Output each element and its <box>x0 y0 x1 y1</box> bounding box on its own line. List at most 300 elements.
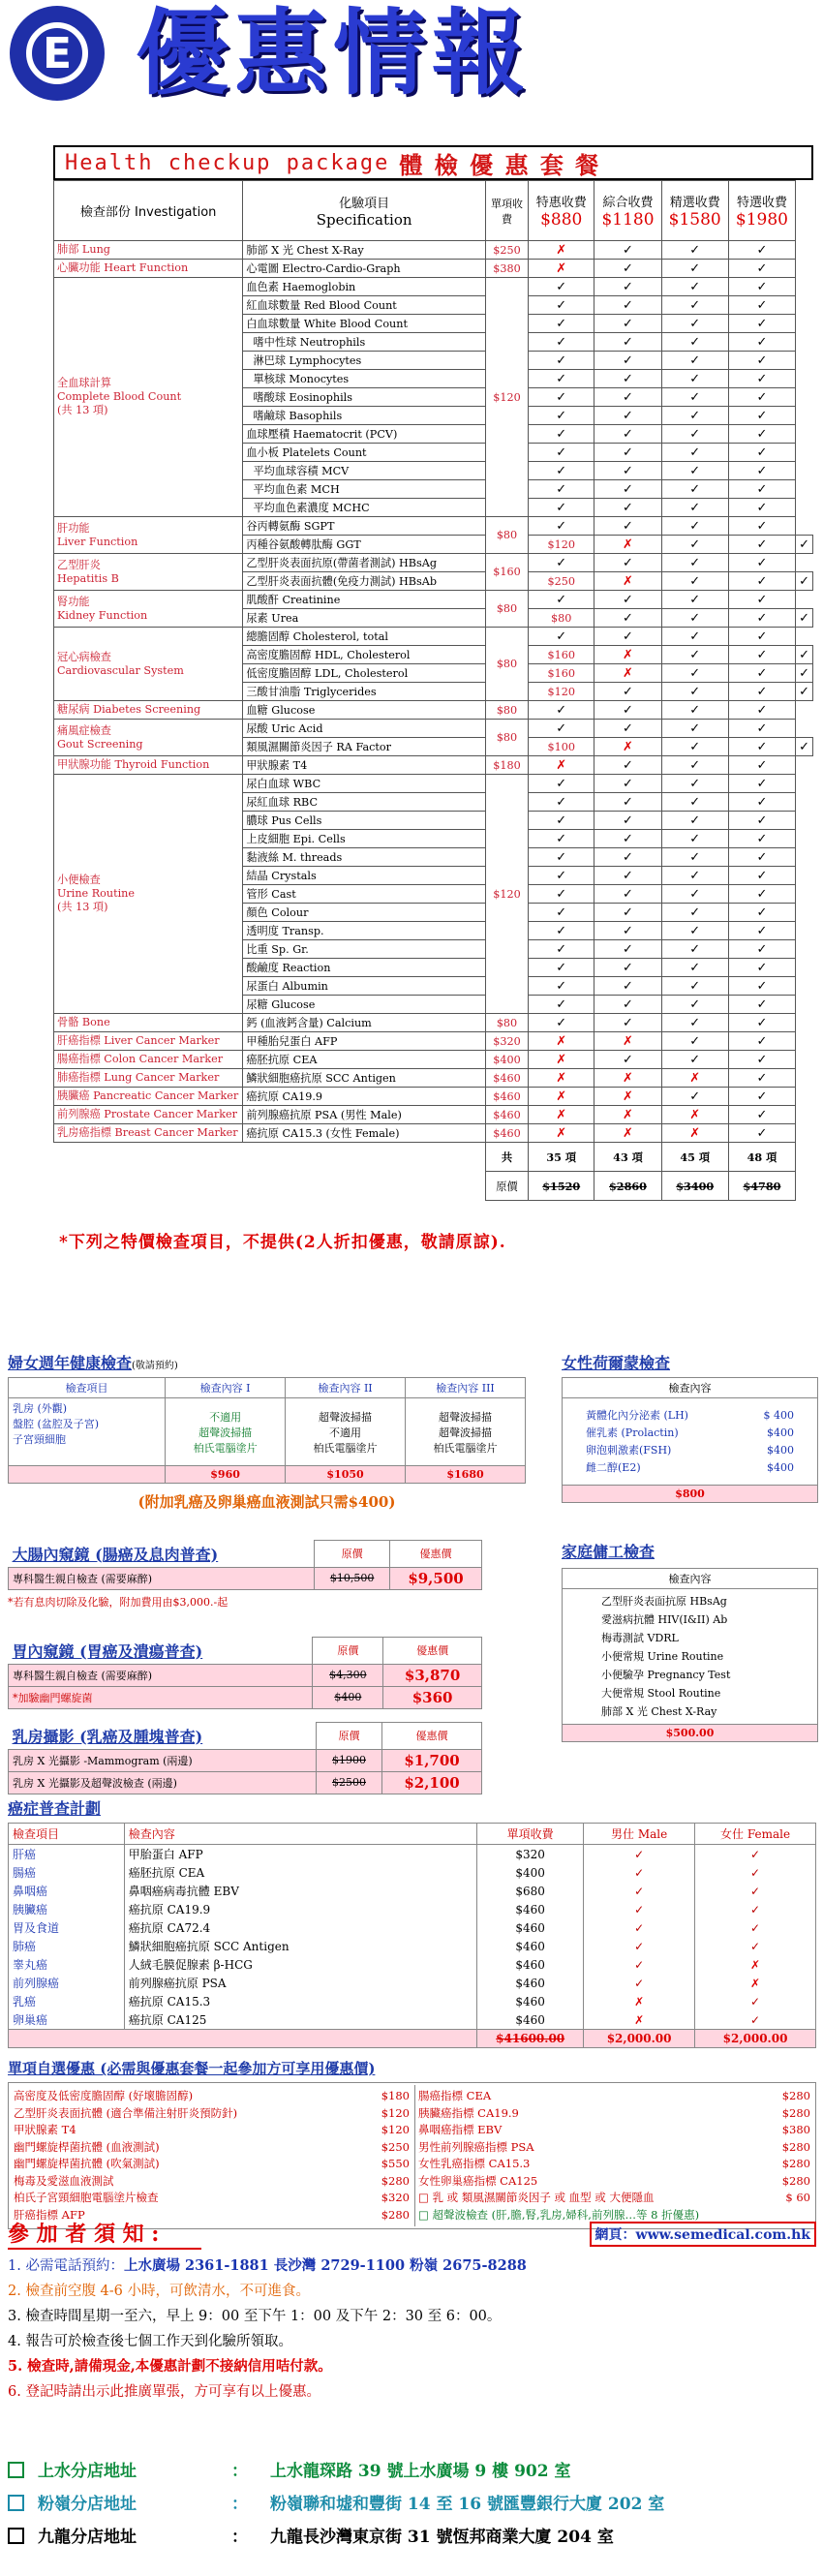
package-spec: 血球壓積 Haematocrit (PCV) <box>243 425 486 444</box>
package-spec: 乙型肝炎表面抗體(免疫力測試) HBsAb <box>243 572 486 591</box>
cross-icon: ✗ <box>594 572 661 591</box>
package-spec: 膿球 Pus Cells <box>243 812 486 830</box>
package-table <box>53 180 813 1201</box>
branch-address: 粉嶺分店地址 ： 粉嶺聯和墟和豐街 14 至 16 號匯豐銀行大廈 202 室 <box>8 2488 816 2521</box>
gastroscopy: 胃內窺鏡 (胃癌及潰瘍普查) 原價 優惠價 專科醫生親自檢查 (需要麻醉) $4,300 $3,870 *加驗幽門螺旋菌 $400 $360 <box>8 1637 482 1709</box>
check-icon: ✓ <box>529 848 594 867</box>
unit-price: $80 <box>485 720 528 756</box>
package-spec: 肌酸酐 Creatinine <box>243 591 486 609</box>
check-icon: ✓ <box>594 260 661 278</box>
check-icon: ✓ <box>594 370 661 388</box>
package-header-row: 檢查部份 Investigation 化驗項目 Specification 單項收費 特惠收費 $880 綜合收費 $1180 精選收費 $1580 特選收費 $1980 <box>54 181 813 241</box>
package-spec: 嗜鹼球 Basophils <box>243 407 486 425</box>
package-row <box>54 554 813 572</box>
women-table: 檢查項目 檢查內容 I 檢查內容 II 檢查內容 III 乳房 (外觀) 盤腔 (盆腔及子宮) 子宮頸細胞 不適用 超聲波掃描 柏氏電腦塗片 超聲波掃描 不適用 柏氏電腦塗片 超聲波掃描 超聲波掃描 柏氏電腦塗片 $960 $1050 $1680 <box>8 1377 526 1484</box>
check-icon: ✓ <box>796 664 813 683</box>
check-icon: ✓ <box>728 333 795 352</box>
check-icon: ✓ <box>728 775 795 793</box>
check-icon: ✓ <box>728 848 795 867</box>
cross-icon: ✗ <box>661 1106 728 1124</box>
single-item: 男性前列腺癌指標 PSA $280 <box>418 2139 810 2154</box>
package-row <box>54 1051 813 1069</box>
package-row <box>54 241 813 260</box>
check-icon: ✓ <box>661 977 728 996</box>
check-icon: ✓ <box>728 1032 795 1051</box>
check-icon: ✓ <box>529 628 594 646</box>
package-row <box>54 591 813 609</box>
single-items: 單項自選優惠 (必需與優惠套餐一起參加方可享用優惠價) 高密度及低密度膽固醇 (好壞膽固醇) $180 乙型肝炎表面抗體 (適合準備注射肝炎預防針) $120 甲狀腺素 T4 $120 幽門螺旋桿菌抗體 (血液測試) $250 幽門螺旋桿菌抗體 (吹氣測試) $550 梅毒及愛滋血液測試 $280 柏氏子宮頸細胞電腦塗片檢查 $320 肝癌指標 AFP $280 腸癌指標 CEA $280 胰臟癌指標 CA19.9 $280 鼻咽癌指標 EBV $380 男性前列腺癌指標 PSA $280 女性乳癌指標 CA15.3 $280 女性卵巢癌指標 CA125 $280 □ 乳 或 類風濕關節炎因子 或 血型 或 大便隱血 $ 60 □ 超聲波檢查 (肝,膽,腎,乳房,婦科,前列腺…等 8 折優惠) <box>8 2058 816 2229</box>
cancer-plan: 癌症普查計劃 檢查項目 檢查內容 單項收費 男仕 Male 女仕 Female 肝癌 甲胎蛋白 AFP $320 ✓ ✓ 腸癌 癌胚抗原 CEA $400 ✓ ✓ 鼻咽癌 鼻咽癌病毒抗體 EBV $680 ✓ ✓ 胰臟癌 癌抗原 CA19.9 $460 ✓ ✓ 胃及食道 癌抗原 CA72.4 $460 ✓ ✓ 肺癌 鱗狀細胞癌抗原 SCC Antigen $460 ✓ ✓ 睾丸癌 人絨毛膜促腺素 β-HCG $460 ✓ ✗ 前列腺癌 前列腺癌抗原 PSA $460 ✓ ✗ 乳癌 癌抗原 CA15.3 $460 ✗ ✓ 卵巢癌 癌抗原 CA125 $460 ✗ ✓ $41600.00 $2,000.00 $2,000.00 <box>8 1796 816 2048</box>
hormone-item: 黃體化內分泌素 (LH) $ 400 <box>586 1408 794 1422</box>
package-row <box>54 1124 813 1143</box>
special-note: *下列之特價檢查項目，不提供(2人折扣優惠，敬請原諒). <box>59 1233 506 1252</box>
check-icon: ✓ <box>529 867 594 885</box>
check-icon: ✓ <box>584 1863 695 1882</box>
package-spec: 顏色 Colour <box>243 904 486 922</box>
checkbox-square-icon <box>8 2528 24 2544</box>
check-icon: ✓ <box>661 315 728 333</box>
check-icon: ✓ <box>661 646 728 664</box>
package-category: 糖尿病 Diabetes Screening <box>54 701 243 720</box>
check-icon: ✓ <box>728 977 795 996</box>
check-icon: ✓ <box>728 444 795 462</box>
check-icon: ✓ <box>529 977 594 996</box>
unit-price: $120 <box>529 683 594 701</box>
unit-price: $380 <box>485 260 528 278</box>
cross-icon: ✗ <box>529 1106 594 1124</box>
cross-icon: ✗ <box>594 646 661 664</box>
check-icon: ✓ <box>594 683 661 701</box>
unit-price: $80 <box>485 701 528 720</box>
cross-icon: ✗ <box>695 1974 816 1992</box>
total-row: 共 35 項 43 項 45 項 48 項 <box>54 1143 813 1172</box>
package-spec: 高密度膽固醇 HDL, Cholesterol <box>243 646 486 664</box>
check-icon: ✓ <box>728 536 795 554</box>
check-icon: ✓ <box>661 499 728 517</box>
package-row <box>54 517 813 536</box>
cross-icon: ✗ <box>594 738 661 756</box>
package-row <box>54 1069 813 1088</box>
check-icon: ✓ <box>728 572 795 591</box>
check-icon: ✓ <box>661 572 728 591</box>
check-icon: ✓ <box>695 1992 816 2010</box>
check-icon: ✓ <box>594 793 661 812</box>
header <box>0 0 823 114</box>
cross-icon: ✗ <box>529 1032 594 1051</box>
check-icon: ✓ <box>695 1845 816 1864</box>
single-item: □ 乳 或 類風濕關節炎因子 或 血型 或 大便隱血 $ 60 <box>418 2191 810 2204</box>
check-icon: ✓ <box>594 315 661 333</box>
check-icon: ✓ <box>529 554 594 572</box>
single-item: 梅毒及愛滋血液測試 $280 <box>14 2173 410 2188</box>
single-item: 幽門螺旋桿菌抗體 (血液測試) $250 <box>14 2139 410 2154</box>
package-row <box>54 1014 813 1032</box>
maid-item: 愛滋病抗體 HIV(I&II) Ab <box>601 1613 728 1626</box>
package-spec: 嗜酸球 Eosinophils <box>243 388 486 407</box>
check-icon: ✓ <box>661 738 728 756</box>
branches <box>8 2455 816 2554</box>
package-category: 乙型肝炎 Hepatitis B <box>54 554 243 591</box>
check-icon: ✓ <box>661 480 728 499</box>
package-category: 小便檢查 Urine Routine (共 13 項) <box>54 775 243 1014</box>
package-spec: 淋巴球 Lymphocytes <box>243 352 486 370</box>
package-category: 前列腺癌 Prostate Cancer Marker <box>54 1106 243 1124</box>
package-category: 肝功能 Liver Function <box>54 517 243 554</box>
package-spec: 甲種胎兒蛋白 AFP <box>243 1032 486 1051</box>
check-icon: ✓ <box>594 812 661 830</box>
check-icon: ✓ <box>728 315 795 333</box>
check-icon: ✓ <box>728 940 795 959</box>
unit-price: $250 <box>485 241 528 260</box>
notice-item: 5. 檢查時,請備現金,本優惠計劃不接納信用咭付款。 <box>8 2358 332 2375</box>
check-icon: ✓ <box>661 278 728 296</box>
colonoscopy: 大腸內窺鏡 (腸癌及息肉普查) 原價 優惠價 專科醫生親自檢查 (需要麻醉) $10,500 $9,500 *若有息肉切除及化驗，附加費用由$3,000.-起 <box>8 1540 482 1610</box>
check-icon: ✓ <box>728 241 795 260</box>
check-icon: ✓ <box>661 867 728 885</box>
logo: E <box>10 6 105 101</box>
cross-icon: ✗ <box>529 1051 594 1069</box>
check-icon: ✓ <box>661 296 728 315</box>
maid-item: 大便常規 Stool Routine <box>601 1687 721 1700</box>
check-icon: ✓ <box>584 1955 695 1974</box>
package-category: 痛風症檢查 Gout Screening <box>54 720 243 756</box>
check-icon: ✓ <box>529 904 594 922</box>
check-icon: ✓ <box>661 370 728 388</box>
check-icon: ✓ <box>661 425 728 444</box>
package-spec: 平均血球容積 MCV <box>243 462 486 480</box>
package-spec: 總膽固醇 Cholesterol, total <box>243 628 486 646</box>
check-icon: ✓ <box>661 352 728 370</box>
cancer-row: 肺癌 鱗狀細胞癌抗原 SCC Antigen $460 ✓ ✓ <box>9 1937 816 1955</box>
hormone-item: 雌二醇(E2) $400 <box>586 1460 794 1474</box>
check-icon: ✓ <box>584 1918 695 1937</box>
check-icon: ✓ <box>529 480 594 499</box>
package-spec: 管形 Cast <box>243 885 486 904</box>
check-icon: ✓ <box>728 1088 795 1106</box>
unit-price: $460 <box>485 1124 528 1143</box>
check-icon: ✓ <box>661 701 728 720</box>
package-spec: 血小板 Platelets Count <box>243 444 486 462</box>
unit-price: $160 <box>485 554 528 591</box>
check-icon: ✓ <box>594 701 661 720</box>
package-spec: 甲狀腺素 T4 <box>243 756 486 775</box>
cross-icon: ✗ <box>529 1069 594 1088</box>
check-icon: ✓ <box>594 462 661 480</box>
check-icon: ✓ <box>661 775 728 793</box>
check-icon: ✓ <box>594 720 661 738</box>
check-icon: ✓ <box>594 296 661 315</box>
check-icon: ✓ <box>529 499 594 517</box>
check-icon: ✓ <box>529 830 594 848</box>
check-icon: ✓ <box>796 609 813 628</box>
package-title: Health checkup package 體 檢 優 惠 套 餐 <box>53 145 813 180</box>
cancer-row: 鼻咽癌 鼻咽癌病毒抗體 EBV $680 ✓ ✓ <box>9 1882 816 1900</box>
check-icon: ✓ <box>529 370 594 388</box>
check-icon: ✓ <box>728 1014 795 1032</box>
cross-icon: ✗ <box>594 1124 661 1143</box>
cancer-row: 乳癌 癌抗原 CA15.3 $460 ✗ ✓ <box>9 1992 816 2010</box>
check-icon: ✓ <box>728 830 795 848</box>
check-icon: ✓ <box>594 867 661 885</box>
notice-item: 2. 檢查前空腹 4-6 小時，可飲清水，不可進食。 <box>8 2284 311 2299</box>
check-icon: ✓ <box>661 609 728 628</box>
check-icon: ✓ <box>661 830 728 848</box>
check-icon: ✓ <box>728 904 795 922</box>
package-spec: 癌抗原 CA19.9 <box>243 1088 486 1106</box>
check-icon: ✓ <box>728 1051 795 1069</box>
check-icon: ✓ <box>661 1014 728 1032</box>
check-icon: ✓ <box>796 646 813 664</box>
check-icon: ✓ <box>594 444 661 462</box>
cross-icon: ✗ <box>594 1088 661 1106</box>
check-icon: ✓ <box>594 940 661 959</box>
check-icon: ✓ <box>594 922 661 940</box>
check-icon: ✓ <box>728 260 795 278</box>
check-icon: ✓ <box>529 278 594 296</box>
package-spec: 平均血色素 MCH <box>243 480 486 499</box>
check-icon: ✓ <box>594 904 661 922</box>
notice-item: 4. 報告可於檢查後七個工作天到化驗所領取。 <box>8 2334 292 2349</box>
check-icon: ✓ <box>661 812 728 830</box>
check-icon: ✓ <box>529 388 594 407</box>
check-icon: ✓ <box>594 407 661 425</box>
check-icon: ✓ <box>661 683 728 701</box>
check-icon: ✓ <box>529 444 594 462</box>
check-icon: ✓ <box>661 1051 728 1069</box>
check-icon: ✓ <box>728 1106 795 1124</box>
check-icon: ✓ <box>661 444 728 462</box>
check-icon: ✓ <box>661 241 728 260</box>
cancer-row: 肝癌 甲胎蛋白 AFP $320 ✓ ✓ <box>9 1845 816 1864</box>
package-category: 腸癌指標 Colon Cancer Marker <box>54 1051 243 1069</box>
check-icon: ✓ <box>529 996 594 1014</box>
cross-icon: ✗ <box>584 2010 695 2030</box>
hormone-item: 卵泡刺激素(FSH) $400 <box>586 1443 794 1457</box>
check-icon: ✓ <box>728 1124 795 1143</box>
check-icon: ✓ <box>529 517 594 536</box>
check-icon: ✓ <box>594 996 661 1014</box>
check-icon: ✓ <box>728 867 795 885</box>
check-icon: ✓ <box>529 885 594 904</box>
check-icon: ✓ <box>594 830 661 848</box>
single-item: 腸癌指標 CEA $280 <box>418 2089 810 2102</box>
check-icon: ✓ <box>728 756 795 775</box>
package-spec: 谷丙轉氨酶 SGPT <box>243 517 486 536</box>
unit-price: $120 <box>485 278 528 517</box>
maid-item: 肺部 X 光 Chest X-Ray <box>601 1705 717 1718</box>
package-spec: 三酸甘油脂 Triglycerides <box>243 683 486 701</box>
package-spec: 血糖 Glucose <box>243 701 486 720</box>
check-icon: ✓ <box>594 241 661 260</box>
single-item: □ 超聲波檢查 (肝,膽,腎,乳房,婦科,前列腺…等 8 折優惠) <box>418 2207 700 2222</box>
cross-icon: ✗ <box>594 664 661 683</box>
check-icon: ✓ <box>728 407 795 425</box>
package-spec: 丙種谷氨酸轉肽酶 GGT <box>243 536 486 554</box>
check-icon: ✓ <box>594 609 661 628</box>
check-icon: ✓ <box>695 1882 816 1900</box>
check-icon: ✓ <box>529 812 594 830</box>
package-row <box>54 701 813 720</box>
single-item: 鼻咽癌指標 EBV $380 <box>418 2123 810 2136</box>
check-icon: ✓ <box>529 591 594 609</box>
notice-item: 6. 登記時請出示此推廣單張，方可享有以上優惠。 <box>8 2384 320 2400</box>
cross-icon: ✗ <box>529 1124 594 1143</box>
check-icon: ✓ <box>728 517 795 536</box>
cancer-row: 睾丸癌 人絨毛膜促腺素 β-HCG $460 ✓ ✗ <box>9 1955 816 1974</box>
unit-price: $120 <box>529 536 594 554</box>
package-category: 骨骼 Bone <box>54 1014 243 1032</box>
package-category: 甲狀腺功能 Thyroid Function <box>54 756 243 775</box>
check-icon: ✓ <box>529 407 594 425</box>
check-icon: ✓ <box>728 996 795 1014</box>
check-icon: ✓ <box>661 959 728 977</box>
package-spec: 肺部 X 光 Chest X-Ray <box>243 241 486 260</box>
check-icon: ✓ <box>661 996 728 1014</box>
check-icon: ✓ <box>728 922 795 940</box>
package-category: 全血球計算 Complete Blood Count (共 13 項) <box>54 278 243 517</box>
check-icon: ✓ <box>728 664 795 683</box>
check-icon: ✓ <box>728 352 795 370</box>
women-checkup: 婦女週年健康檢查(敬請預約) 檢查項目 檢查內容 I 檢查內容 II 檢查內容 III 乳房 (外觀) 盤腔 (盆腔及子宮) 子宮頸細胞 不適用 超聲波掃描 柏氏電腦塗片 超聲波掃描 不適用 柏氏電腦塗片 超聲波掃描 超聲波掃描 柏氏電腦塗片 $960 $1050 $1680 (附加乳癌及卵巢癌血液測試只需$400) <box>8 1351 526 1512</box>
check-icon: ✓ <box>529 296 594 315</box>
check-icon: ✓ <box>661 462 728 480</box>
check-icon: ✓ <box>661 407 728 425</box>
package-row <box>54 1088 813 1106</box>
package-spec: 尿蛋白 Albumin <box>243 977 486 996</box>
notice: 參 加 者 須 知 : 網頁：www.semedical.com.hk 1. 必需電話預約：上水廣場 2361-1881 長沙灣 2729-1100 粉嶺 2675-8288 2. 檢查前空腹 4-6 小時，可飲清水，不可進食。 3. 檢查時間星期一至六，早上 9：00 至下午 1：00 及下午 2：30 至 6：00。 4. 報告可於檢查後七個工作天到化驗所領取。 5. 檢查時,請備現金,本優惠計劃不接納信用咭付款。 6. 登記時請出示此推廣單張，方可享有以上優惠。 <box>8 2218 816 2405</box>
package-spec: 尿紅血球 RBC <box>243 793 486 812</box>
check-icon: ✓ <box>529 315 594 333</box>
cancer-row: 胰臟癌 癌抗原 CA19.9 $460 ✓ ✓ <box>9 1900 816 1918</box>
check-icon: ✓ <box>728 370 795 388</box>
check-icon: ✓ <box>594 480 661 499</box>
check-icon: ✓ <box>661 720 728 738</box>
package-category: 胰臟癌 Pancreatic Cancer Marker <box>54 1088 243 1106</box>
check-icon: ✓ <box>796 738 813 756</box>
cross-icon: ✗ <box>661 1069 728 1088</box>
check-icon: ✓ <box>796 536 813 554</box>
unit-price: $160 <box>529 646 594 664</box>
single-item: 女性乳癌指標 CA15.3 $280 <box>418 2157 810 2170</box>
notice-item: 3. 檢查時間星期一至六，早上 9：00 至下午 1：00 及下午 2：30 至 6：00。 <box>8 2309 502 2324</box>
package-spec: 低密度膽固醇 LDL, Cholesterol <box>243 664 486 683</box>
package-spec: 尿白血球 WBC <box>243 775 486 793</box>
package-row <box>54 720 813 738</box>
check-icon: ✓ <box>584 1974 695 1992</box>
check-icon: ✓ <box>594 591 661 609</box>
unit-price: $120 <box>485 775 528 1014</box>
cross-icon: ✗ <box>594 1032 661 1051</box>
mammogram: 乳房攝影 (乳癌及腫塊普查) 原價 優惠價 乳房 X 光攝影 -Mammogram (兩邊) $1900 $1,700 乳房 X 光攝影及超聲波檢查 (兩邊) $2500 $2,100 <box>8 1722 482 1794</box>
package-category: 肝癌指標 Liver Cancer Marker <box>54 1032 243 1051</box>
package-spec: 鱗狀細胞癌抗原 SCC Antigen <box>243 1069 486 1088</box>
package-category: 心臟功能 Heart Function <box>54 260 243 278</box>
unit-price: $460 <box>485 1088 528 1106</box>
check-icon: ✓ <box>529 425 594 444</box>
unit-price: $80 <box>485 628 528 701</box>
check-icon: ✓ <box>661 756 728 775</box>
single-item: 女性卵巢癌指標 CA125 $280 <box>418 2173 810 2188</box>
single-item: 胰臟癌指標 CA19.9 $280 <box>418 2105 810 2120</box>
package-spec: 上皮細胞 Epi. Cells <box>243 830 486 848</box>
check-icon: ✓ <box>594 1051 661 1069</box>
unit-price: $460 <box>485 1069 528 1088</box>
check-icon: ✓ <box>728 683 795 701</box>
package-spec: 白血球數量 White Blood Count <box>243 315 486 333</box>
check-icon: ✓ <box>728 793 795 812</box>
package-spec: 結晶 Crystals <box>243 867 486 885</box>
check-icon: ✓ <box>529 352 594 370</box>
check-icon: ✓ <box>728 462 795 480</box>
single-item: 乙型肝炎表面抗體 (適合準備注射肝炎預防針) $120 <box>14 2105 410 2120</box>
check-icon: ✓ <box>661 260 728 278</box>
package-category: 乳房癌指標 Breast Cancer Marker <box>54 1124 243 1143</box>
package-spec: 類風濕關節炎因子 RA Factor <box>243 738 486 756</box>
cross-icon: ✗ <box>695 1955 816 1974</box>
check-icon: ✓ <box>594 977 661 996</box>
package-row <box>54 260 813 278</box>
maid-item: 小便驗孕 Pregnancy Test <box>601 1669 731 1681</box>
check-icon: ✓ <box>594 554 661 572</box>
unit-price: $160 <box>529 664 594 683</box>
unit-price: $400 <box>485 1051 528 1069</box>
notice-item: 1. 必需電話預約：上水廣場 2361-1881 長沙灣 2729-1100 粉嶺 2675-8288 <box>8 2257 527 2274</box>
cross-icon: ✗ <box>594 1069 661 1088</box>
package-spec: 心電圖 Electro-Cardio-Graph <box>243 260 486 278</box>
package-spec: 血色素 Haemoglobin <box>243 278 486 296</box>
check-icon: ✓ <box>529 775 594 793</box>
check-icon: ✓ <box>529 1014 594 1032</box>
check-icon: ✓ <box>661 591 728 609</box>
check-icon: ✓ <box>594 1014 661 1032</box>
check-icon: ✓ <box>594 628 661 646</box>
package-spec: 尿酸 Uric Acid <box>243 720 486 738</box>
check-icon: ✓ <box>728 812 795 830</box>
unit-price: $460 <box>485 1106 528 1124</box>
package-spec: 乙型肝炎表面抗原(帶菌者測試) HBsAg <box>243 554 486 572</box>
cross-icon: ✗ <box>529 756 594 775</box>
website-link[interactable]: 網頁：www.semedical.com.hk <box>590 2222 816 2247</box>
check-icon: ✓ <box>594 885 661 904</box>
package-category: 肺部 Lung <box>54 241 243 260</box>
check-icon: ✓ <box>661 536 728 554</box>
check-icon: ✓ <box>594 775 661 793</box>
package-category: 冠心病檢查 Cardiovascular System <box>54 628 243 701</box>
maid-item: 小便常規 Urine Routine <box>601 1650 724 1663</box>
cross-icon: ✗ <box>529 241 594 260</box>
check-icon: ✓ <box>728 480 795 499</box>
unit-price: $80 <box>529 609 594 628</box>
single-item: 幽門螺旋桿菌抗體 (吹氣測試) $550 <box>14 2157 410 2170</box>
check-icon: ✓ <box>529 940 594 959</box>
package-spec: 透明度 Transp. <box>243 922 486 940</box>
check-icon: ✓ <box>728 499 795 517</box>
maid-checkup: 家庭傭工檢查 檢查內容 乙型肝炎表面抗原 HBsAg 愛滋病抗體 HIV(I&II) Ab 梅毒測試 VDRL 小便常規 Urine Routine 小便驗孕 Pregnancy Test 大便常規 Stool Routine 肺部 X 光 Chest X-Ray $500.00 <box>562 1540 818 1742</box>
package-spec: 紅血球數量 Red Blood Count <box>243 296 486 315</box>
cross-icon: ✗ <box>584 1992 695 2010</box>
check-icon: ✓ <box>594 425 661 444</box>
package-spec: 比重 Sp. Gr. <box>243 940 486 959</box>
check-icon: ✓ <box>695 1918 816 1937</box>
package-row <box>54 1106 813 1124</box>
check-icon: ✓ <box>529 701 594 720</box>
package-category: 腎功能 Kidney Function <box>54 591 243 628</box>
check-icon: ✓ <box>728 646 795 664</box>
package-spec: 嗜中性球 Neutrophils <box>243 333 486 352</box>
single-item: 甲狀腺素 T4 $120 <box>14 2123 410 2136</box>
check-icon: ✓ <box>661 388 728 407</box>
cross-icon: ✗ <box>529 1088 594 1106</box>
